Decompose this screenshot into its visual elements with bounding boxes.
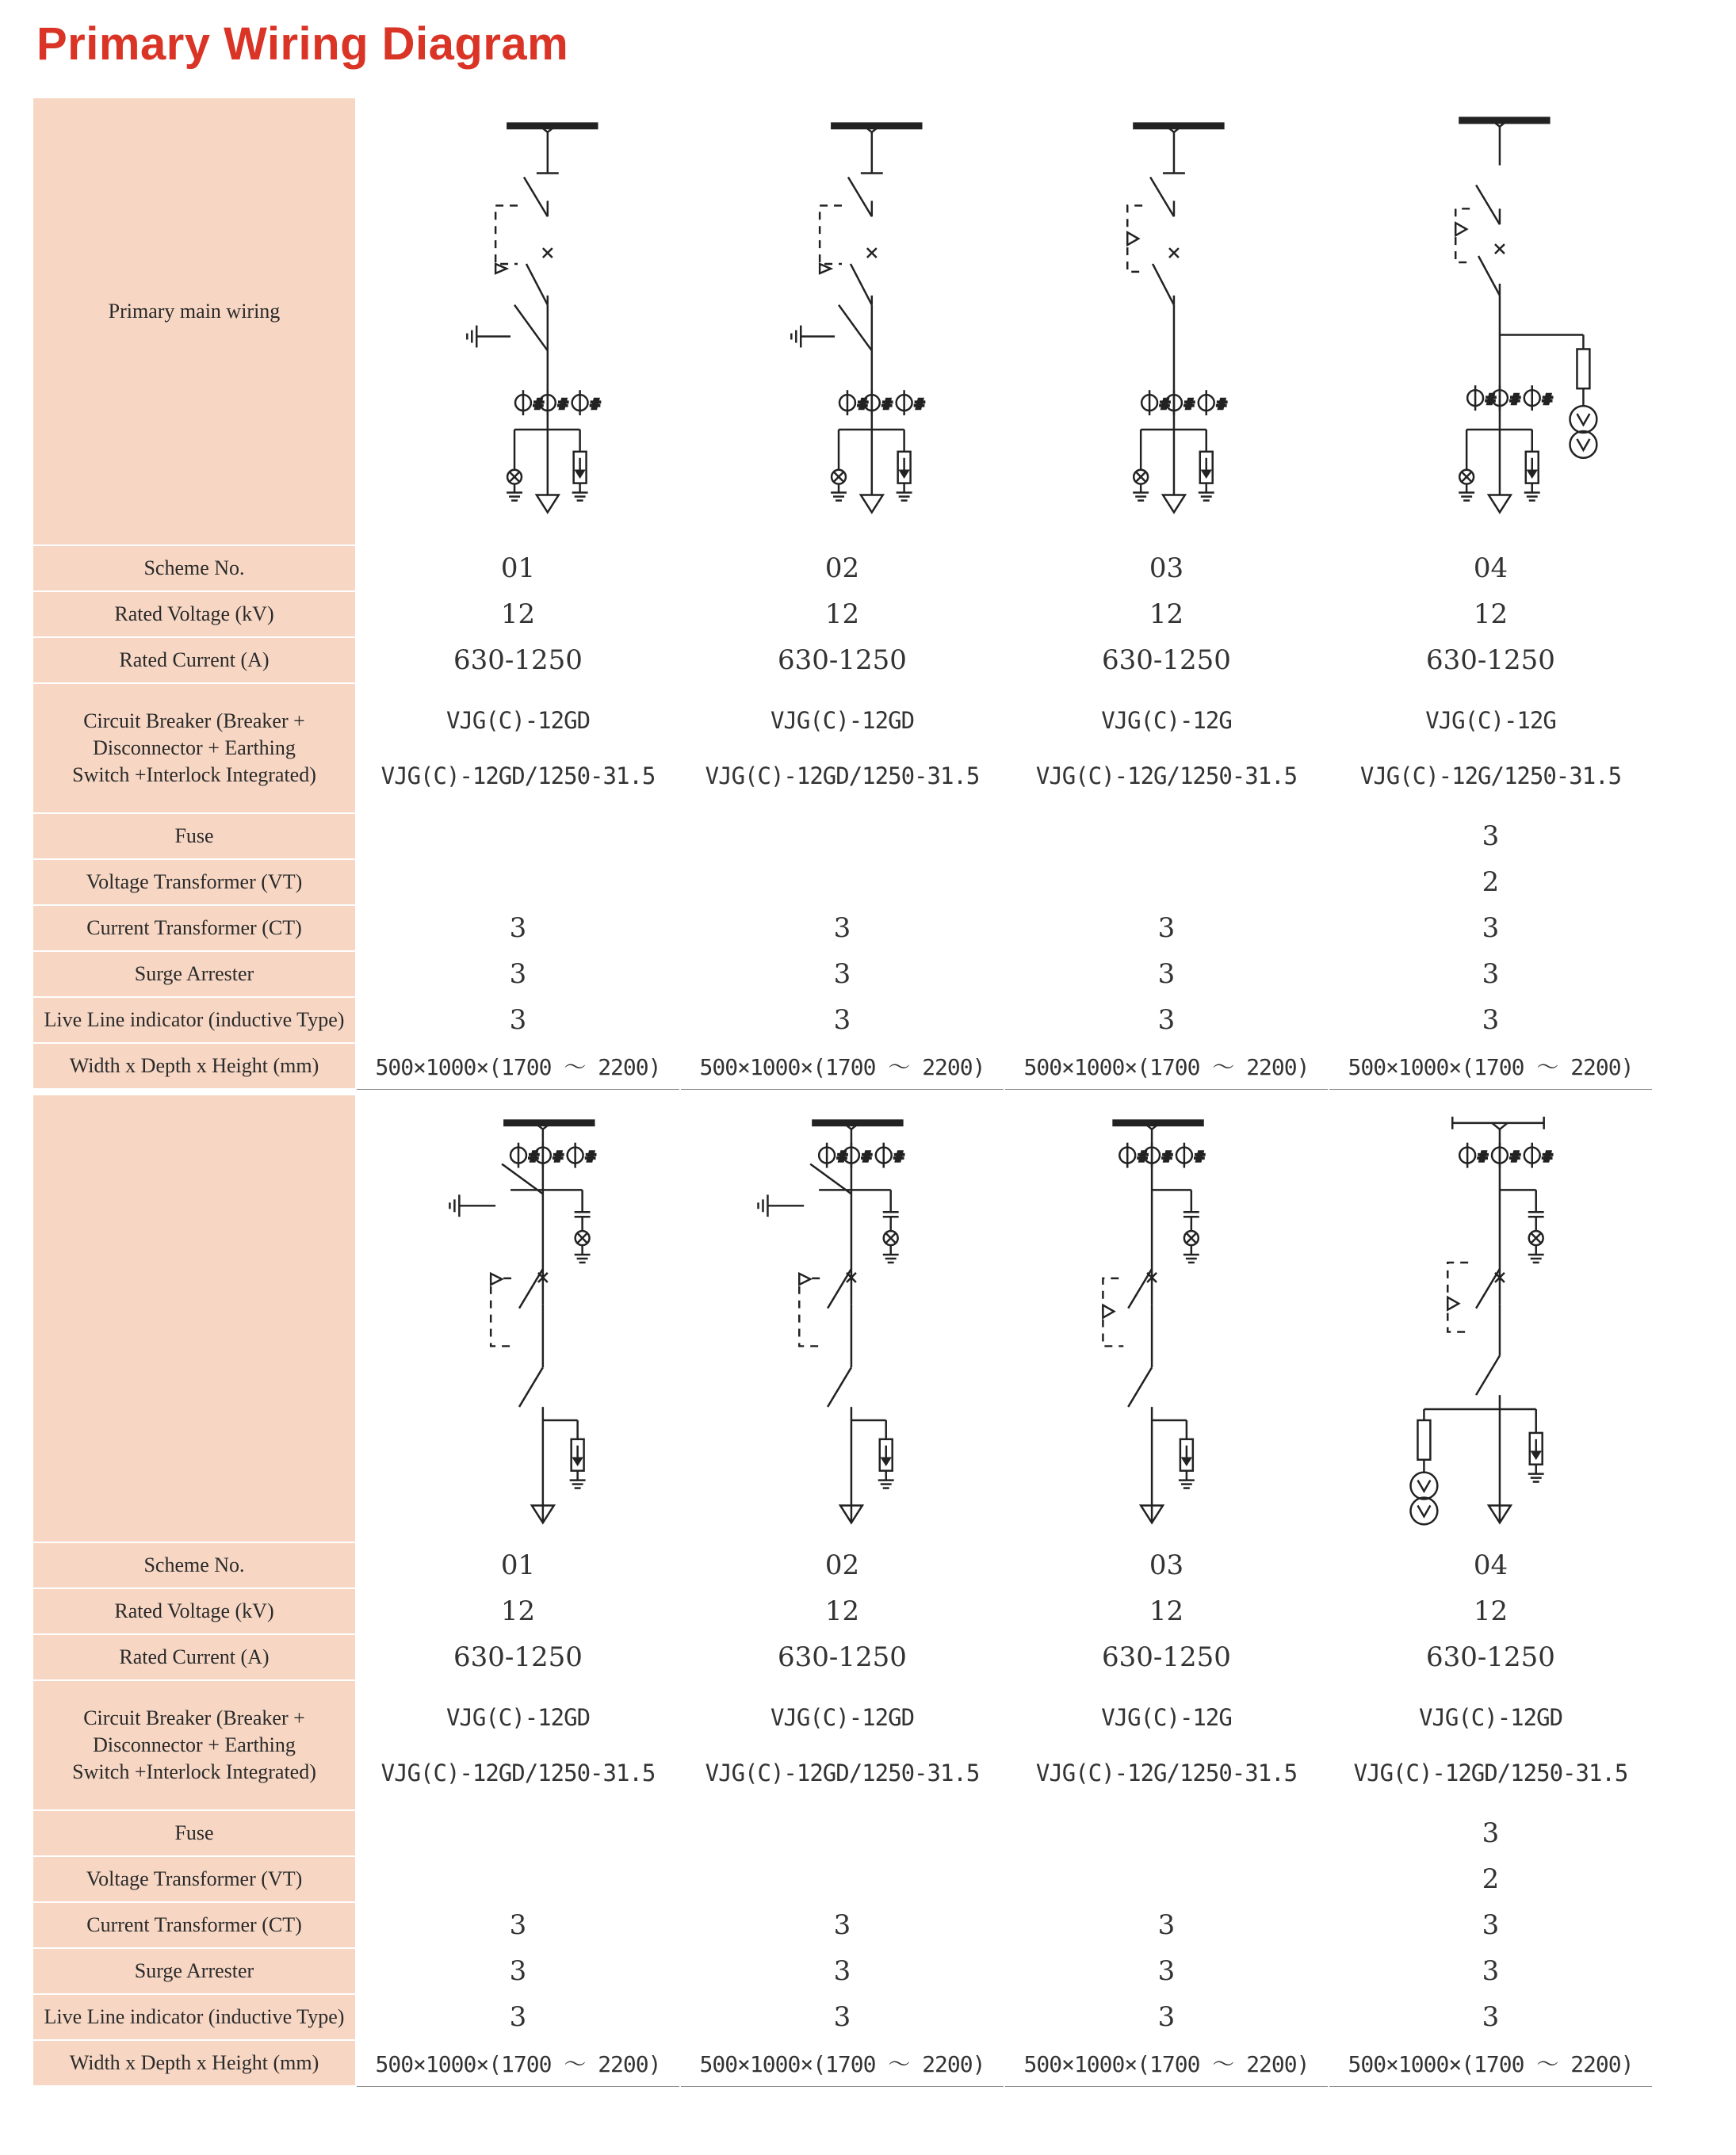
rated-voltage: 12 <box>356 591 680 637</box>
vt-qty: 2 <box>1329 859 1653 905</box>
wiring-diagram-03 <box>1004 1095 1329 1542</box>
ct-qty: 3 <box>1329 905 1653 951</box>
label-vt: Voltage Transformer (VT) <box>33 859 356 905</box>
rated-current: 630-1250 <box>1004 637 1329 683</box>
label-surge-arrester: Surge Arrester <box>33 951 356 997</box>
label-scheme-no: Scheme No. <box>33 1542 356 1588</box>
label-cb-line-2: Disconnector + Earthing <box>93 1733 296 1756</box>
fuse-qty <box>356 813 680 859</box>
cb-model-short: VJG(C)-12GD <box>445 1704 591 1731</box>
live-line-qty: 3 <box>1004 1994 1329 2040</box>
surge-qty: 3 <box>1329 1948 1653 1994</box>
wiring-diagram-04 <box>1329 1095 1653 1542</box>
label-rated-voltage: Rated Voltage (kV) <box>33 591 356 637</box>
dimensions: 500×1000×(1700 ～ 2200) <box>680 1043 1004 1089</box>
live-line-qty: 3 <box>1329 1994 1653 2040</box>
live-line-qty: 3 <box>1329 997 1653 1043</box>
vt-qty <box>356 859 680 905</box>
dimensions: 500×1000×(1700 ～ 2200) <box>356 2040 680 2086</box>
dimensions: 500×1000×(1700 ～ 2200) <box>1329 2040 1653 2086</box>
wiring-diagram-04 <box>1329 97 1653 545</box>
surge-qty: 3 <box>1329 951 1653 997</box>
cb-model-short: VJG(C)-12GD <box>1418 1704 1563 1731</box>
ct-qty: 3 <box>356 1902 680 1948</box>
dimensions: 500×1000×(1700 ～ 2200) <box>1329 1043 1653 1089</box>
rated-voltage: 12 <box>1329 1588 1653 1634</box>
rated-voltage: 12 <box>1329 591 1653 637</box>
fuse-qty: 3 <box>1329 1810 1653 1856</box>
scheme-no: 04 <box>1329 545 1653 591</box>
rated-voltage: 12 <box>1004 591 1329 637</box>
label-ct: Current Transformer (CT) <box>33 1902 356 1948</box>
cb-model-short: VJG(C)-12G <box>1425 707 1556 734</box>
fuse-qty <box>1004 1810 1329 1856</box>
circuit-breaker-model <box>1004 683 1329 813</box>
cb-model-full: VJG(C)-12GD/1250-31.5 <box>380 1760 656 1786</box>
vt-qty: 2 <box>1329 1856 1653 1902</box>
dimensions: 500×1000×(1700 ～ 2200) <box>680 2040 1004 2086</box>
rated-current: 630-1250 <box>356 1634 680 1680</box>
scheme-no: 02 <box>680 545 1004 591</box>
wiring-diagram-02 <box>680 97 1004 545</box>
wiring-diagram-02 <box>680 1095 1004 1542</box>
circuit-breaker-model <box>1329 683 1653 813</box>
cb-model-full: VJG(C)-12GD/1250-31.5 <box>705 762 980 789</box>
circuit-breaker-model <box>680 683 1004 813</box>
cb-model-short: VJG(C)-12GD <box>445 707 591 734</box>
cb-model-short: VJG(C)-12GD <box>770 707 915 734</box>
vt-qty <box>680 859 1004 905</box>
fuse-qty: 3 <box>1329 813 1653 859</box>
scheme-no: 04 <box>1329 1542 1653 1588</box>
live-line-qty: 3 <box>680 1994 1004 2040</box>
scheme-no: 01 <box>356 1542 680 1588</box>
cb-model-full: VJG(C)-12G/1250-31.5 <box>1359 762 1622 789</box>
label-rated-current: Rated Current (A) <box>33 1634 356 1680</box>
fuse-qty <box>680 813 1004 859</box>
ct-qty: 3 <box>680 1902 1004 1948</box>
rated-current: 630-1250 <box>680 637 1004 683</box>
surge-qty: 3 <box>680 1948 1004 1994</box>
label-dimensions: Width x Depth x Height (mm) <box>33 1043 356 1089</box>
ct-qty: 3 <box>1329 1902 1653 1948</box>
ct-qty: 3 <box>680 905 1004 951</box>
page-title: Primary Wiring Diagram <box>36 18 569 70</box>
label-fuse: Fuse <box>33 813 356 859</box>
live-line-qty: 3 <box>356 997 680 1043</box>
spec-table-1 <box>32 97 1654 1090</box>
rated-voltage: 12 <box>680 591 1004 637</box>
circuit-breaker-model <box>356 1680 680 1810</box>
label-cb-line-1: Circuit Breaker (Breaker + <box>83 1706 305 1729</box>
vt-qty <box>356 1856 680 1902</box>
rated-current: 630-1250 <box>1329 1634 1653 1680</box>
label-live-line: Live Line indicator (inductive Type) <box>33 997 356 1043</box>
fuse-qty <box>1004 813 1329 859</box>
label-cb-line-1: Circuit Breaker (Breaker + <box>83 709 305 732</box>
cb-model-short: VJG(C)-12G <box>1101 707 1232 734</box>
scheme-no: 03 <box>1004 1542 1329 1588</box>
cb-model-full: VJG(C)-12GD/1250-31.5 <box>1353 1760 1628 1786</box>
label-dimensions: Width x Depth x Height (mm) <box>33 2040 356 2086</box>
rated-current: 630-1250 <box>1329 637 1653 683</box>
scheme-no: 01 <box>356 545 680 591</box>
surge-qty: 3 <box>356 1948 680 1994</box>
label-diagram-blank <box>33 1095 356 1542</box>
label-ct: Current Transformer (CT) <box>33 905 356 951</box>
label-primary-main-wiring: Primary main wiring <box>33 97 356 545</box>
label-cb-line-3: Switch +Interlock Integrated) <box>72 763 316 786</box>
circuit-breaker-model <box>356 683 680 813</box>
vt-qty <box>1004 859 1329 905</box>
wiring-diagram-01 <box>356 97 680 545</box>
vt-qty <box>1004 1856 1329 1902</box>
vt-qty <box>680 1856 1004 1902</box>
cb-model-full: VJG(C)-12GD/1250-31.5 <box>705 1760 980 1786</box>
label-cb-line-2: Disconnector + Earthing <box>93 736 296 759</box>
scheme-no: 03 <box>1004 545 1329 591</box>
label-scheme-no: Scheme No. <box>33 545 356 591</box>
rated-current: 630-1250 <box>1004 1634 1329 1680</box>
surge-qty: 3 <box>356 951 680 997</box>
circuit-breaker-model <box>1329 1680 1653 1810</box>
label-cb-line-3: Switch +Interlock Integrated) <box>72 1760 316 1783</box>
surge-qty: 3 <box>680 951 1004 997</box>
dimensions: 500×1000×(1700 ～ 2200) <box>356 1043 680 1089</box>
rated-current: 630-1250 <box>680 1634 1004 1680</box>
dimensions: 500×1000×(1700 ～ 2200) <box>1004 1043 1329 1089</box>
rated-voltage: 12 <box>356 1588 680 1634</box>
label-fuse: Fuse <box>33 1810 356 1856</box>
circuit-breaker-model <box>1004 1680 1329 1810</box>
label-surge-arrester: Surge Arrester <box>33 1948 356 1994</box>
ct-qty: 3 <box>1004 905 1329 951</box>
live-line-qty: 3 <box>356 1994 680 2040</box>
wiring-diagram-03 <box>1004 97 1329 545</box>
spec-table-2 <box>32 1094 1654 2087</box>
cb-model-full: VJG(C)-12GD/1250-31.5 <box>380 762 656 789</box>
label-live-line: Live Line indicator (inductive Type) <box>33 1994 356 2040</box>
fuse-qty <box>356 1810 680 1856</box>
label-rated-voltage: Rated Voltage (kV) <box>33 1588 356 1634</box>
circuit-breaker-model <box>680 1680 1004 1810</box>
label-rated-current: Rated Current (A) <box>33 637 356 683</box>
fuse-qty <box>680 1810 1004 1856</box>
dimensions: 500×1000×(1700 ～ 2200) <box>1004 2040 1329 2086</box>
label-circuit-breaker <box>33 1680 356 1810</box>
wiring-diagram-01 <box>356 1095 680 1542</box>
rated-voltage: 12 <box>1004 1588 1329 1634</box>
label-vt: Voltage Transformer (VT) <box>33 1856 356 1902</box>
scheme-no: 02 <box>680 1542 1004 1588</box>
label-circuit-breaker <box>33 683 356 813</box>
cb-model-short: VJG(C)-12G <box>1101 1704 1232 1731</box>
ct-qty: 3 <box>356 905 680 951</box>
live-line-qty: 3 <box>680 997 1004 1043</box>
surge-qty: 3 <box>1004 951 1329 997</box>
rated-current: 630-1250 <box>356 637 680 683</box>
live-line-qty: 3 <box>1004 997 1329 1043</box>
ct-qty: 3 <box>1004 1902 1329 1948</box>
cb-model-full: VJG(C)-12G/1250-31.5 <box>1035 1760 1298 1786</box>
surge-qty: 3 <box>1004 1948 1329 1994</box>
rated-voltage: 12 <box>680 1588 1004 1634</box>
cb-model-short: VJG(C)-12GD <box>770 1704 915 1731</box>
cb-model-full: VJG(C)-12G/1250-31.5 <box>1035 762 1298 789</box>
